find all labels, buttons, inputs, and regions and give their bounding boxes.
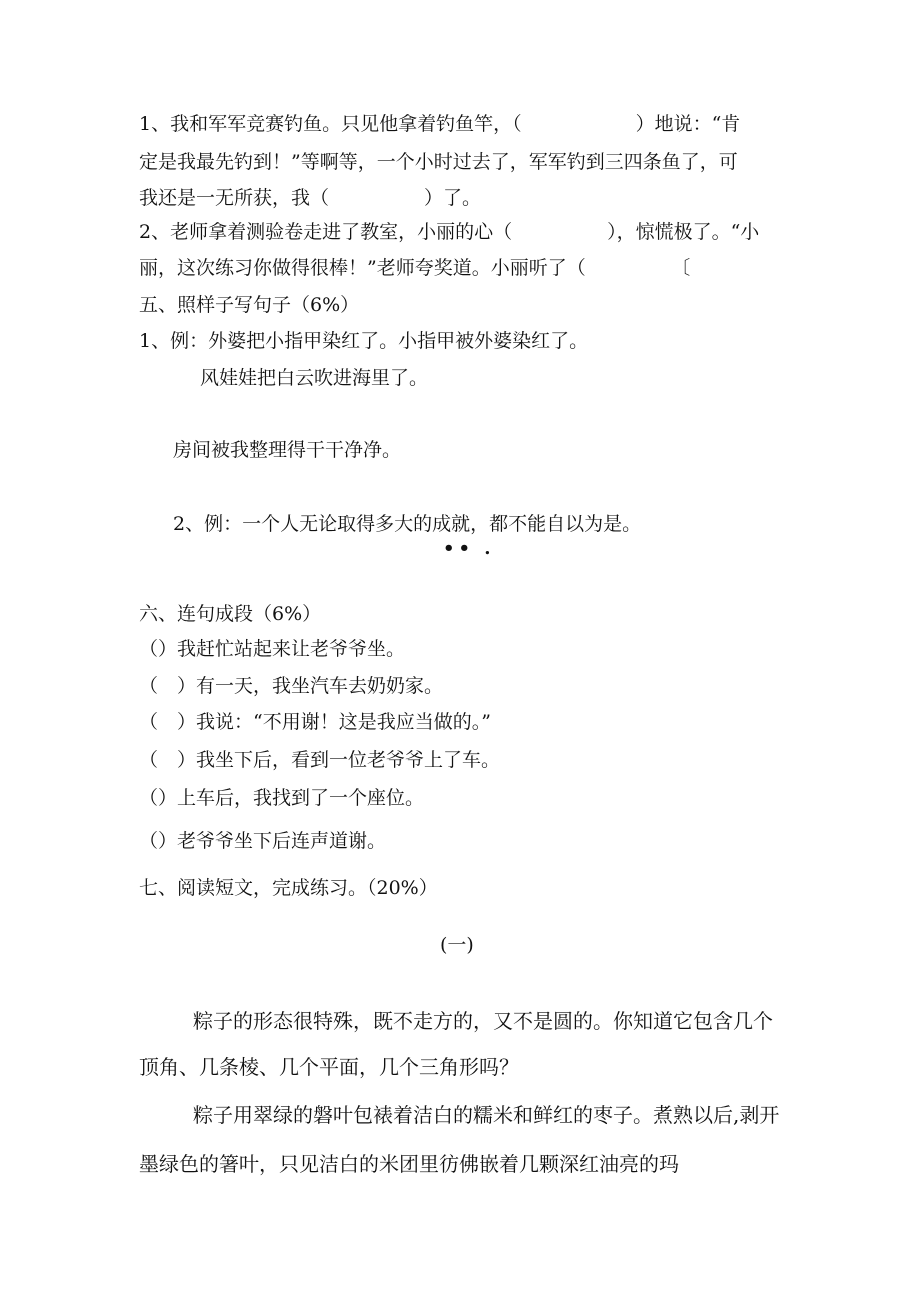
ordering-item: （）老爷爷坐下后连声道谢。 bbox=[139, 830, 387, 852]
section-6-heading: 六、连句成段（6%） bbox=[139, 603, 322, 625]
ordering-item: （ ）我坐下后，看到一位老爷爷上了车。 bbox=[139, 749, 501, 771]
question-1-line-1: 1、我和军军竞赛钓鱼。只见他拿着钓鱼竿，（ ）地说：“肯 bbox=[139, 113, 741, 135]
passage-subheading: (一) bbox=[440, 934, 474, 956]
passage-paragraph-2-line-2: 墨绿色的箸叶，只见洁白的米团里彷佛嵌着几颗深红油亮的玛 bbox=[139, 1152, 679, 1176]
question-1-line-3: 我还是一无所获，我（ ）了。 bbox=[139, 187, 482, 209]
ordering-item: （ ）有一天，我坐汽车去奶奶家。 bbox=[139, 675, 444, 697]
question-1-line-2: 定是我最先钓到！”等啊等，一个小时过去了，军军钓到三四条鱼了，可 bbox=[139, 151, 738, 173]
ordering-item: （）上车后，我找到了一个座位。 bbox=[139, 787, 425, 809]
example-2: 2、例：一个人无论取得多大的成就，都不能自以为是。 bbox=[173, 513, 642, 535]
emphasis-dots: •• . bbox=[443, 538, 495, 559]
ordering-item: （ ）我说：“不用谢！这是我应当做的。” bbox=[139, 711, 491, 733]
example-1: 1、例：外婆把小指甲染红了。小指甲被外婆染红了。 bbox=[139, 330, 589, 352]
passage-paragraph-2-line-1: 粽子用翠绿的磐叶包裱着洁白的糯米和鲜红的枣子。煮熟以后,剥开 bbox=[193, 1103, 780, 1127]
section-7-heading: 七、阅读短文，完成练习。（20%） bbox=[139, 877, 438, 899]
question-2-line-1: 2、老师拿着测验卷走进了教室，小丽的心（ ），惊慌极了。“小 bbox=[139, 221, 760, 243]
ordering-item: （）我赶忙站起来让老爷爷坐。 bbox=[139, 638, 406, 660]
example-1-task-2: 房间被我整理得干干净净。 bbox=[173, 439, 402, 461]
passage-paragraph-1-line-2: 顶角、几条棱、几个平面，几个三角形吗？ bbox=[139, 1055, 519, 1079]
example-1-task-1: 风娃娃把白云吹进海里了。 bbox=[200, 367, 429, 389]
passage-paragraph-1-line-1: 粽子的形态很特殊，既不走方的，又不是圆的。你知道它包含几个 bbox=[193, 1009, 773, 1033]
question-2-line-2: 丽，这次练习你做得很棒！”老师夸奖道。小丽听了（ 〔 bbox=[139, 257, 691, 279]
section-5-heading: 五、照样子写句子（6%） bbox=[139, 294, 360, 316]
